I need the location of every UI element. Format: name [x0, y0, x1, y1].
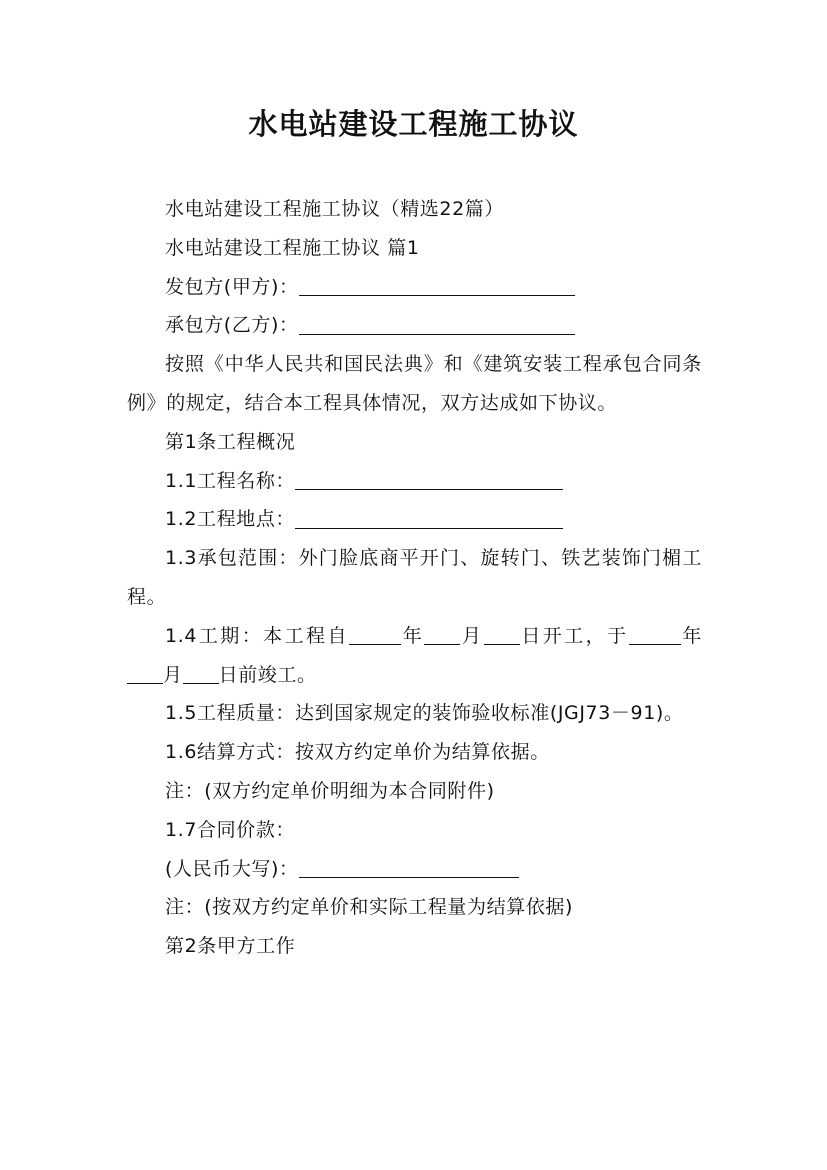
document-body: [127, 190, 702, 966]
paragraph-text: 1.1工程名称：: [165, 469, 296, 492]
fill-blank-end-year: [629, 624, 681, 645]
fill-blank-start-year: [349, 624, 401, 645]
paragraph-rmb-amount: [127, 850, 702, 889]
paragraph-quality: [127, 694, 702, 733]
paragraph-text: 注：(按双方约定单价和实际工程量为结算依据): [165, 896, 574, 919]
fill-blank-start-month: [424, 624, 460, 645]
paragraph-text: 日开工，于: [519, 624, 629, 647]
paragraph-schedule: [127, 617, 702, 695]
paragraph-text: 水电站建设工程施工协议 篇1: [165, 236, 420, 259]
document-title: 水电站建设工程施工协议: [248, 107, 579, 141]
paragraph-text: 按照《中华人民共和国民法典》和《建筑安装工程承包合同条例》的规定，结合本工程具体情况，双方达成如下协议。: [127, 353, 702, 414]
paragraph-note-2: [127, 888, 702, 927]
paragraph-text: 注：(双方约定单价明细为本合同附件): [165, 779, 495, 802]
fill-blank-rmb-amount: [299, 857, 519, 878]
paragraph-text: 年: [400, 624, 425, 647]
paragraph-text: 日前竣工。: [218, 663, 317, 686]
paragraph-text: 承包方(乙方)：: [165, 314, 299, 337]
paragraph-article-2: [127, 927, 702, 966]
paragraph-text: (人民币大写)：: [165, 857, 299, 880]
paragraph-text: 月: [460, 624, 484, 647]
paragraph-note-1: [127, 772, 702, 811]
paragraph-text: 年: [680, 624, 702, 647]
paragraph-contract-price: [127, 811, 702, 850]
paragraph-text: 发包方(甲方)：: [165, 275, 299, 298]
paragraph-scope: [127, 539, 702, 617]
fill-blank-start-day: [484, 624, 520, 645]
paragraph-party-a: [127, 268, 702, 307]
fill-blank-project-name: [295, 469, 563, 490]
paragraph-settlement: [127, 733, 702, 772]
fill-blank-project-location: [295, 508, 563, 529]
paragraph-text: 1.3承包范围：外门脸底商平开门、旋转门、铁艺装饰门楣工程。: [127, 547, 702, 608]
paragraph-party-b: [127, 306, 702, 345]
paragraph-project-location: [127, 500, 702, 539]
paragraph-text: 1.2工程地点：: [165, 508, 296, 531]
paragraph-article-1: [127, 423, 702, 462]
paragraph-text: 1.4工期：本工程自: [165, 624, 349, 647]
paragraph-project-name: [127, 462, 702, 501]
paragraph-section-heading: [127, 229, 702, 268]
paragraph-preamble: [127, 345, 702, 423]
paragraph-text: 月: [163, 663, 183, 686]
paragraph-text: 第2条甲方工作: [165, 935, 296, 958]
paragraph-text: 1.5工程质量：达到国家规定的装饰验收标准(JGJ73－91)。: [165, 702, 684, 725]
paragraph-text: 1.7合同价款：: [165, 818, 296, 841]
fill-blank-party-a: [299, 275, 575, 296]
paragraph-text: 第1条工程概况: [165, 430, 296, 453]
fill-blank-party-b: [299, 314, 575, 335]
fill-blank-end-month: [127, 663, 163, 684]
paragraph-text: 水电站建设工程施工协议（精选22篇）: [165, 198, 504, 220]
fill-blank-end-day: [183, 663, 219, 684]
paragraph-subtitle: [127, 190, 702, 229]
paragraph-text: 1.6结算方式：按双方约定单价为结算依据。: [165, 741, 550, 764]
